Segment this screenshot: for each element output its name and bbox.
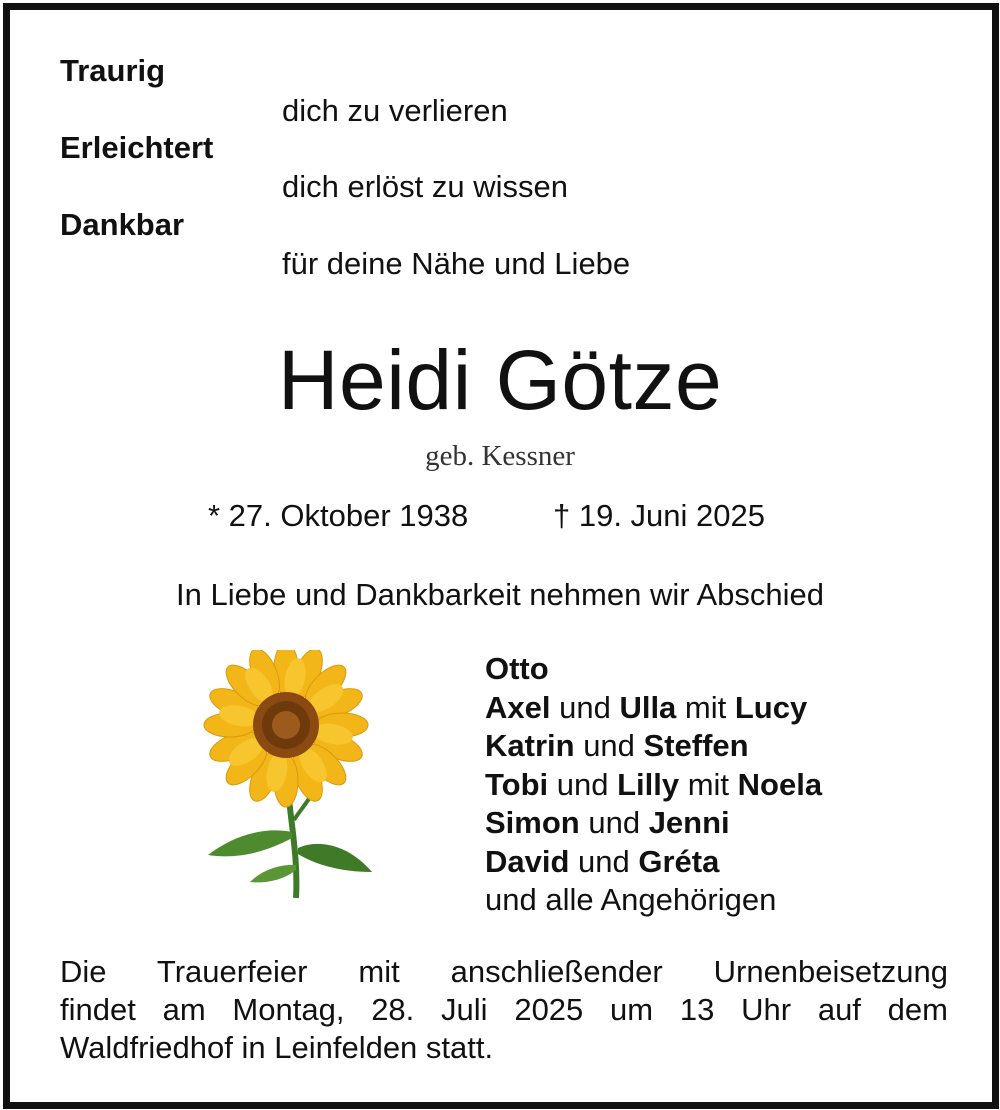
intro-word-dankbar: Dankbar: [60, 207, 185, 242]
intro-word-traurig: Traurig: [60, 53, 166, 88]
mourner-line: [485, 843, 822, 882]
mourner-name: Gréta: [638, 843, 720, 879]
mourner-name: Katrin: [485, 728, 575, 763]
mourner-joiner: mit: [676, 689, 735, 725]
mourner-name: Lilly: [617, 766, 680, 802]
farewell-text: In Liebe und Dankbarkeit nehmen wir Abschied: [176, 577, 824, 612]
mourner-name: Lucy: [734, 689, 808, 725]
ceremony-notice: [60, 953, 948, 1067]
mourner-joiner: und: [579, 805, 649, 840]
mourner-line: [485, 650, 822, 689]
sunflower-icon: [200, 650, 380, 910]
mourner-name: Tobi: [485, 766, 549, 802]
mourner-name: Noela: [737, 766, 823, 802]
mourner-joiner: und: [569, 843, 639, 879]
mourner-name: Steffen: [643, 728, 749, 763]
mourner-line: [485, 804, 822, 843]
maiden-name: geb. Kessner: [425, 440, 575, 472]
mourner-name: Otto: [485, 651, 549, 686]
intro-line-2: dich erlöst zu wissen: [282, 169, 569, 204]
intro-line-3: für deine Nähe und Liebe: [282, 246, 631, 281]
intro-line-1: dich zu verlieren: [282, 93, 508, 128]
mourner-line: [485, 689, 822, 728]
birth-date: * 27. Oktober 1938: [208, 498, 469, 533]
death-date: † 19. Juni 2025: [553, 498, 766, 533]
mourner-joiner: und: [574, 728, 644, 763]
deceased-name: Heidi Götze: [277, 333, 723, 427]
mourner-line: [485, 727, 822, 766]
mourner-name: David: [485, 843, 570, 879]
mourner-name: Jenni: [648, 805, 730, 840]
mourner-name: Ulla: [619, 689, 677, 725]
ceremony-line-3: Waldfriedhof in Leinfelden statt.: [60, 1030, 494, 1065]
mourner-line: [485, 766, 822, 805]
mourner-line: [485, 881, 822, 920]
mourners-list: [485, 650, 822, 920]
mourner-joiner: mit: [679, 766, 738, 802]
ceremony-line-2: findet am Montag, 28. Juli 2025 um 13 Uhr auf dem: [60, 992, 948, 1027]
mourner-name: Simon: [485, 805, 580, 840]
ceremony-line-1: Die Trauerfeier mit anschließender Urnenbeisetzung: [60, 954, 948, 989]
mourner-joiner: und: [548, 766, 618, 802]
intro-word-erleichtert: Erleichtert: [60, 130, 214, 165]
relatives-text: und alle Angehörigen: [485, 882, 777, 917]
mourner-name: Axel: [485, 689, 551, 725]
mourner-joiner: und: [550, 689, 620, 725]
